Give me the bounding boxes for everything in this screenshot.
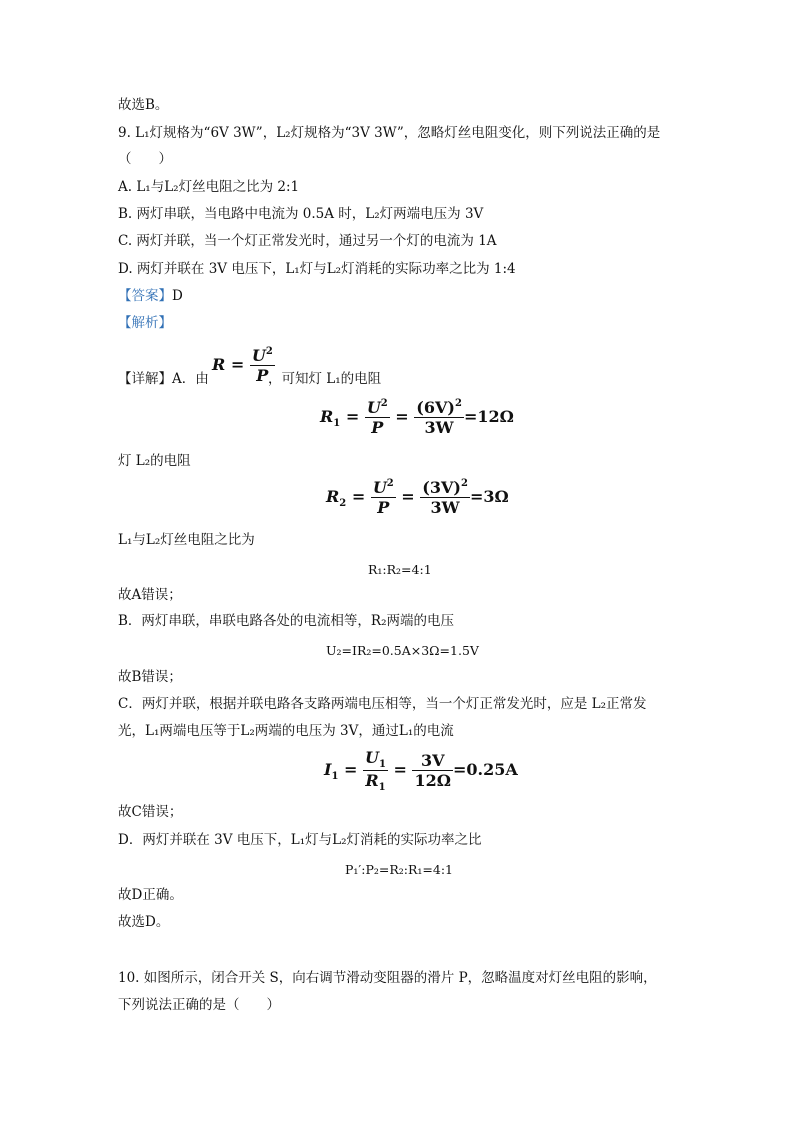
b-wrong: 故B错误；: [118, 669, 182, 685]
question-10-stem: 10. 如图所示，闭合开关 S，向右调节滑动变阻器的滑片 P，忽略温度对灯丝电阻的影响，: [118, 970, 657, 986]
question-9-stem: 9. L₁灯规格为“6V 3W”，L₂灯规格为“3V 3W”，忽略灯丝电阻变化，则下列说法正确的是: [118, 125, 661, 141]
b-text: B．两灯串联，串联电路各处的电流相等，R₂两端的电压: [118, 613, 454, 629]
detail-line: [118, 370, 209, 388]
d-right: 故D正确。: [118, 887, 183, 903]
c-wrong: 故C错误；: [118, 804, 183, 820]
option-c: C. 两灯并联，当一个灯正常发光时，通过另一个灯的电流为 1A: [118, 233, 497, 249]
ratio-equation: R₁:R₂=4:1: [368, 562, 432, 577]
formula-i1: $I_1$ = $\frac{U_1}{R_1}$ = $\frac{3V}{12\Omega}$ =0.25A: [324, 748, 518, 793]
d-text: D．两灯并联在 3V 电压下，L₁灯与L₂灯消耗的实际功率之比: [118, 832, 482, 848]
analysis-tag: 【解析】: [118, 315, 172, 331]
option-d: D. 两灯并联在 3V 电压下，L₁灯与L₂灯消耗的实际功率之比为 1:4: [118, 261, 516, 277]
lamp2-resistance-label: 灯 L₂的电阻: [118, 453, 191, 469]
formula-general: R = $\frac{U^2}{P}$: [212, 346, 273, 385]
question-10-stem-2: 下列说法正确的是（ ）: [118, 997, 280, 1013]
option-a: A. L₁与L₂灯丝电阻之比为 2:1: [118, 179, 300, 195]
formula-r1: $R_1$ = $\frac{U^2}{P}$ = $\frac{(6V)^2}{3W}$ =12Ω: [320, 398, 514, 437]
prev-conclusion: 故选B。: [118, 97, 169, 113]
answer-value: D: [172, 288, 183, 304]
a-wrong: 故A错误；: [118, 587, 182, 603]
answer-tag: 【答案】: [118, 288, 172, 304]
question-9-stem-bracket: （ ）: [118, 151, 172, 167]
conclusion: 故选D。: [118, 914, 170, 930]
option-b: B. 两灯串联，当电路中电流为 0.5A 时，L₂灯两端电压为 3V: [118, 206, 484, 222]
c-text-2: 光，L₁两端电压等于L₂两端的电压为 3V，通过L₁的电流: [118, 723, 454, 739]
detail-suffix: ，可知灯 L₁的电阻: [268, 371, 382, 387]
detail-prefix: 【详解】A．由: [118, 371, 209, 387]
c-text-1: C．两灯并联，根据并联电路各支路两端电压相等，当一个灯正常发光时，应是 L₂正常发: [118, 696, 647, 712]
formula-r2: $R_2$ = $\frac{U^2}{P}$ = $\frac{(3V)^2}{3W}$ =3Ω: [326, 478, 509, 517]
b-equation: U₂=IR₂=0.5A×3Ω=1.5V: [326, 643, 479, 658]
d-equation: P₁′:P₂=R₂:R₁=4:1: [345, 862, 454, 877]
ratio-intro: L₁与L₂灯丝电阻之比为: [118, 532, 255, 548]
answer-line: [118, 287, 183, 305]
